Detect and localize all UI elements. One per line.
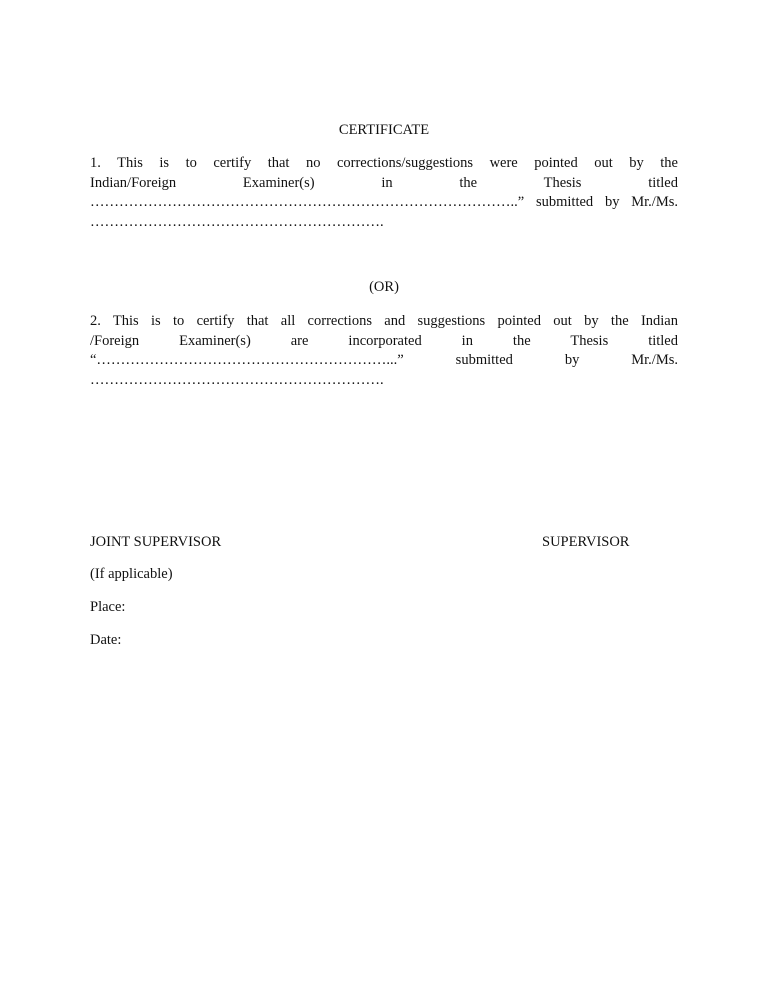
certification-paragraph-1	[90, 154, 678, 232]
paragraph-1-line-4: …………………………………………………….	[90, 213, 384, 230]
paragraph-1-line-1: 1. This is to certify that no corrections/suggestions were pointed out by the	[90, 155, 678, 171]
paragraph-1-line-2: Indian/Foreign Examiner(s) in the Thesis titled	[90, 174, 678, 191]
supervisor-label: SUPERVISOR	[542, 534, 630, 550]
certification-paragraph-2	[90, 312, 678, 390]
date-label: Date:	[90, 632, 122, 648]
place-label: Place:	[90, 599, 126, 615]
paragraph-2-line-3: “……………………………………………………...” submitted by Mr./Ms.	[90, 352, 678, 368]
certificate-title: CERTIFICATE	[338, 122, 430, 138]
paragraph-2-line-1: 2. This is to certify that all corrections and suggestions pointed out by the Indian	[90, 313, 678, 329]
paragraph-1-line-3: ……………………………………………………………………………..” submitted by Mr./Ms.	[90, 194, 678, 210]
if-applicable-note: (If applicable)	[90, 566, 173, 582]
paragraph-2-line-2: /Foreign Examiner(s) are incorporated in the Thesis titled	[90, 332, 678, 349]
or-separator: (OR)	[369, 279, 399, 295]
joint-supervisor-label: JOINT SUPERVISOR	[90, 534, 222, 550]
paragraph-2-line-4: …………………………………………………….	[90, 371, 384, 388]
